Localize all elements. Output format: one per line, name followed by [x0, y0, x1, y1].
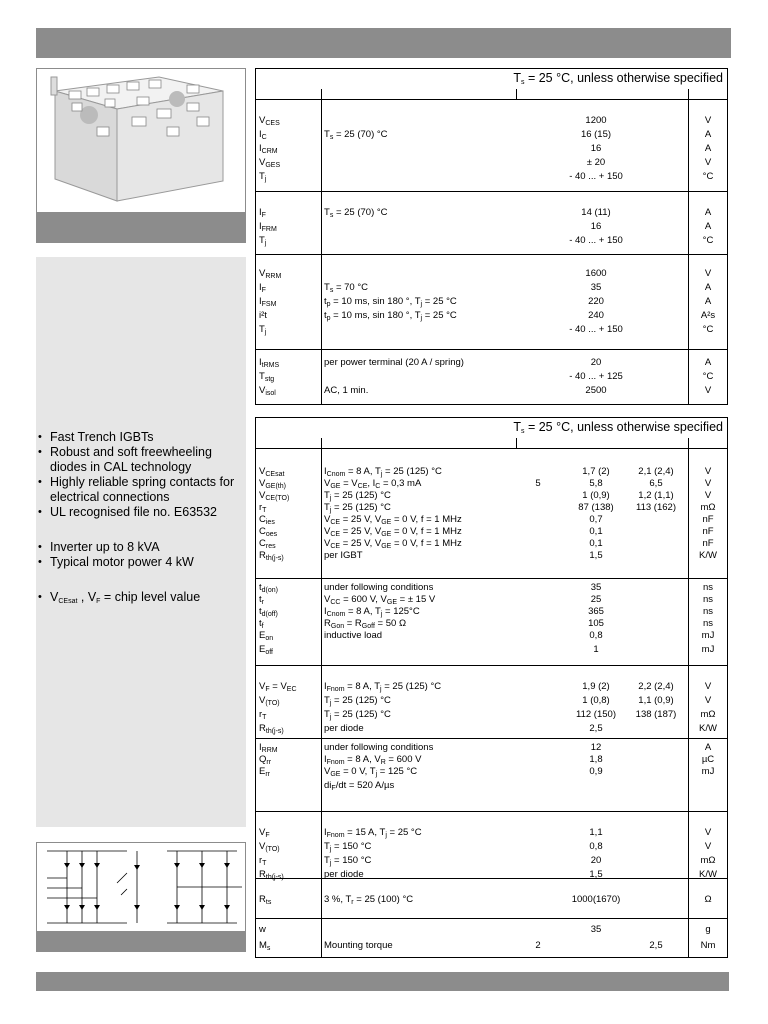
schematic-caption-bar [37, 931, 245, 951]
symbol-cell: $T_j$ [259, 235, 267, 247]
condition-cell: inductive load [324, 630, 383, 641]
unit-cell: V [704, 466, 712, 477]
symbol-cell: $V_F = V_{EC}$ [259, 681, 297, 693]
typ-cell: 0,8 [589, 630, 603, 641]
feature-item: • UL recognised file no. E63532 [50, 505, 250, 520]
symbol-cell: $V_{GE(th)}$ [259, 478, 286, 490]
condition-cell: per IGBT [324, 550, 363, 561]
typ-cell: 1,5 [589, 869, 603, 880]
condition-cell: $T_j = 150$ °C [324, 855, 372, 867]
symbol-cell: $V_{CE(TO)}$ [259, 490, 290, 502]
remark-item: • $V_{CEsat}$ , $V_F$ = chip level value [50, 590, 250, 605]
value-cell: 1200 [585, 115, 607, 126]
symbol-cell: $V_{(TO)}$ [259, 841, 280, 853]
typ-cell: 1,9 (2) [582, 681, 610, 692]
condition-cell: $I_{Fnom} = 8$ A, $V_R = 600$ V [324, 754, 422, 766]
table-row [256, 708, 727, 721]
typ-cell: 87 (138) [578, 502, 614, 513]
table-row [256, 206, 727, 219]
condition-cell: $T_j = 25$ (125) °C [324, 709, 391, 721]
row-group [256, 99, 727, 192]
unit-cell: V [704, 115, 712, 126]
table-row [256, 295, 727, 308]
symbol-cell: $r_T$ [259, 855, 267, 867]
row-group [256, 811, 727, 879]
typ-cell: 0,1 [589, 526, 603, 537]
unit-cell: A [704, 129, 712, 140]
unit-cell: nF [702, 538, 714, 549]
table-row [256, 156, 727, 169]
table-row [256, 722, 727, 735]
characteristics-table [255, 417, 728, 958]
condition-cell: $V_{CE} = 25$ V, $V_{GE} = 0$ V, f = 1 MHz [324, 526, 462, 538]
photo-caption-bar [37, 212, 245, 242]
value-cell: 35 [590, 282, 602, 293]
max-cell: 113 (162) [636, 502, 676, 513]
condition-cell: $V_{CE} = 25$ V, $V_{GE} = 0$ V, f = 1 MHz [324, 538, 462, 550]
unit-cell: mΩ [700, 502, 716, 513]
condition-cell: $V_{GE} = V_{CE}$, $I_C = 0,3$ mA [324, 478, 422, 490]
unit-cell: mΩ [700, 709, 716, 720]
unit-cell: °C [702, 371, 714, 382]
table-row [256, 840, 727, 853]
table-row [256, 370, 727, 383]
condition-cell: AC, 1 min. [324, 385, 369, 396]
typ-cell: 1 (0,8) [582, 695, 610, 706]
table-row [256, 234, 727, 247]
table-row [256, 680, 727, 693]
symbol-cell: $E_{on}$ [259, 630, 274, 642]
table-row [256, 923, 727, 936]
symbol-cell: $C_{oes}$ [259, 526, 278, 538]
symbol-cell: $C_{res}$ [259, 538, 276, 550]
applications-list [50, 540, 250, 570]
typ-cell: 20 [590, 855, 602, 866]
unit-cell: mJ [701, 644, 715, 655]
value-cell: 240 [588, 310, 604, 321]
symbol-cell: $R_{th(j-s)}$ [259, 550, 284, 562]
max-cell: 2,2 (2,4) [638, 681, 674, 692]
symbol-cell: $V_{RRM}$ [259, 268, 282, 280]
condition-cell: $I_{Cnom} = 8$ A, $T_j = 25$ (125) °C [324, 466, 442, 478]
typ-cell: 5,8 [589, 478, 603, 489]
typ-cell: 0,7 [589, 514, 603, 525]
typ-cell: 105 [588, 618, 604, 629]
symbol-cell: $V_{CEsat}$ [259, 466, 285, 478]
condition-cell: $T_s = 25$ (70) °C [324, 129, 388, 141]
symbol-cell: $I_{CRM}$ [259, 143, 278, 155]
value-cell: 16 [590, 221, 602, 232]
symbol-cell: $R_{th(j-s)}$ [259, 723, 284, 735]
symbol-cell: $V_{CES}$ [259, 115, 280, 127]
value-cell: - 40 ... + 125 [569, 371, 623, 382]
max-cell: 138 (187) [635, 709, 677, 720]
condition-cell: $t_p = 10$ ms, sin 180 °, $T_j = 25$ °C [324, 310, 457, 322]
unit-cell: °C [702, 171, 714, 182]
row-group [256, 254, 727, 350]
unit-cell: K/W [699, 723, 717, 734]
value-cell: 14 (11) [581, 207, 611, 218]
unit-cell: A [704, 207, 712, 218]
value-cell: 1600 [585, 268, 607, 279]
symbol-cell: $T_j$ [259, 171, 267, 183]
application-item: • Inverter up to 8 kVA [50, 540, 250, 555]
unit-cell: A [704, 143, 712, 154]
symbol-cell: $V_{GES}$ [259, 157, 281, 169]
remarks-list [50, 590, 250, 605]
table-row [256, 854, 727, 867]
table-row [256, 939, 727, 952]
unit-cell: ns [702, 606, 714, 617]
symbol-cell: w [259, 924, 266, 935]
unit-cell: ns [702, 618, 714, 629]
condition-cell: $T_j = 25$ (125) °C [324, 502, 391, 514]
min-cell: 5 [535, 478, 541, 489]
symbol-cell: $t_f$ [259, 618, 264, 630]
symbol-cell: $I_{FSM}$ [259, 296, 277, 308]
table-row [256, 114, 727, 127]
table-row [256, 694, 727, 707]
feature-item: • Fast Trench IGBTs [50, 430, 250, 445]
unit-cell: mJ [701, 766, 715, 777]
application-item: • Typical motor power 4 kW [50, 555, 250, 570]
row-group [256, 878, 727, 919]
condition-cell: $t_p = 10$ ms, sin 180 °, $T_j = 25$ °C [324, 296, 457, 308]
symbol-cell: $r_T$ [259, 709, 267, 721]
table-row [256, 643, 727, 656]
condition-cell: per power terminal (20 A / spring) [324, 357, 464, 368]
row-group [256, 738, 727, 812]
max-cell: 1,2 (1,1) [638, 490, 674, 501]
unit-cell: Ω [704, 894, 712, 905]
symbol-cell: $E_{rr}$ [259, 766, 271, 778]
symbol-cell: $I_{tRMS}$ [259, 357, 280, 369]
symbol-cell: $R_{ts}$ [259, 894, 272, 906]
typ-cell: 25 [590, 594, 602, 605]
condition-cell: $V_{CC} = 600$ V, $V_{GE}$ = ± 15 V [324, 594, 436, 606]
min-cell: 2 [535, 940, 541, 951]
module-photo-panel [36, 68, 246, 243]
condition-cell: $T_j = 150$ °C [324, 841, 372, 853]
condition-cell: $R_{Gon} = R_{Goff} = 50$ Ω [324, 618, 407, 630]
typ-cell: 0,1 [589, 538, 603, 549]
table-row [256, 267, 727, 280]
table-header [256, 418, 727, 448]
table-row [256, 826, 727, 839]
condition-cell: $T_j = 25$ (125) °C [324, 490, 391, 502]
typ-cell: 1 (0,9) [582, 490, 610, 501]
table-header [256, 69, 727, 99]
typ-cell: 35 [590, 924, 602, 935]
symbol-cell: $I_F$ [259, 207, 266, 219]
symbol-cell: i²t [259, 310, 267, 321]
unit-cell: µC [701, 754, 715, 765]
condition-cell: per diode [324, 723, 364, 734]
symbol-cell: $I_F$ [259, 282, 266, 294]
table-row [256, 549, 727, 562]
typ-cell: 1,5 [589, 550, 603, 561]
table-row [256, 281, 727, 294]
table-row [256, 220, 727, 233]
typ-cell: 2,5 [589, 723, 603, 734]
unit-cell: ns [702, 594, 714, 605]
row-group [256, 349, 727, 405]
value-cell: ± 20 [586, 157, 606, 168]
row-group [256, 578, 727, 666]
value-cell: 2500 [585, 385, 607, 396]
circuit-schematic [37, 843, 245, 931]
typ-cell: 0,9 [589, 766, 603, 777]
value-cell: 16 [590, 143, 602, 154]
row-group [256, 918, 727, 958]
unit-cell: nF [702, 526, 714, 537]
symbol-cell: $t_r$ [259, 594, 264, 606]
table-row [256, 323, 727, 336]
condition-cell: $I_{Fnom} = 15$ A, $T_j = 25$ °C [324, 827, 422, 839]
row-group [256, 665, 727, 739]
symbol-cell: $t_{d(off)}$ [259, 606, 278, 618]
symbol-cell: $V_F$ [259, 827, 270, 839]
circuit-schematic-panel [36, 842, 246, 952]
typ-cell: 35 [590, 582, 602, 593]
unit-cell: V [704, 268, 712, 279]
typ-cell: 0,8 [589, 841, 603, 852]
condition-cell: $V_{CE} = 25$ V, $V_{GE} = 0$ V, f = 1 MHz [324, 514, 462, 526]
condition-cell: $I_{Cnom} = 8$ A, $T_j = 125^\circ C$ [324, 606, 420, 618]
unit-cell: V [704, 385, 712, 396]
symbol-cell: $I_{RRM}$ [259, 742, 278, 754]
row-group [256, 448, 727, 579]
symbol-cell: $r_T$ [259, 502, 267, 514]
unit-cell: °C [702, 235, 714, 246]
unit-cell: V [704, 478, 712, 489]
unit-cell: A²s [700, 310, 716, 321]
module-photo [37, 69, 245, 212]
condition-cell: $V_{GE} = 0$ V, $T_j = 125$ °C [324, 766, 418, 778]
table-row [256, 356, 727, 369]
features-list [50, 430, 250, 520]
condition-cell: 3 %, $T_r = 25$ (100) °C [324, 894, 414, 906]
condition-cell: under following conditions [324, 742, 434, 753]
table-row [256, 765, 727, 778]
condition-cell: $T_s = 25$ (70) °C [324, 207, 388, 219]
condition-cell: Mounting torque [324, 940, 393, 951]
condition-cell: $I_{Fnom} = 8$ A, $T_j = 25$ (125) °C [324, 681, 442, 693]
unit-cell: V [704, 695, 712, 706]
unit-cell: °C [702, 324, 714, 335]
typ-cell: 1,8 [589, 754, 603, 765]
unit-cell: V [704, 157, 712, 168]
condition-cell: $T_j = 25$ (125) °C [324, 695, 391, 707]
unit-cell: g [705, 924, 711, 935]
table-row [256, 170, 727, 183]
symbol-cell: $Q_{rr}$ [259, 754, 272, 766]
table-row [256, 128, 727, 141]
table-row [256, 629, 727, 642]
unit-cell: nF [702, 514, 714, 525]
value-cell: 20 [590, 357, 602, 368]
table-row [256, 384, 727, 397]
symbol-cell: $C_{ies}$ [259, 514, 275, 526]
typ-cell: 1 [593, 644, 599, 655]
feature-item: • Robust and soft freewheeling diodes in CAL technology [50, 445, 250, 475]
conditions-note: $T_s = 25$ °C, unless otherwise specified [513, 71, 723, 86]
value-cell: 16 (15) [580, 129, 612, 140]
unit-cell: V [704, 841, 712, 852]
conditions-note: $T_s = 25$ °C, unless otherwise specified [513, 420, 723, 435]
absolute-maximum-ratings-table [255, 68, 728, 405]
table-row [256, 893, 727, 906]
typ-cell: 1,7 (2) [582, 466, 610, 477]
symbol-cell: $T_j$ [259, 324, 267, 336]
symbol-cell: $V_{(TO)}$ [259, 695, 280, 707]
feature-item: • Highly reliable spring contacts for electrical connections [50, 475, 250, 505]
row-group [256, 191, 727, 255]
value-cell: - 40 ... + 150 [569, 235, 623, 246]
symbol-cell: $I_C$ [259, 129, 267, 141]
table-row [256, 779, 727, 792]
typ-cell: 365 [588, 606, 604, 617]
symbol-cell: $M_s$ [259, 940, 271, 952]
unit-cell: K/W [699, 869, 717, 880]
typ-cell: 1000(1670) [571, 894, 621, 905]
value-cell: - 40 ... + 150 [569, 171, 623, 182]
unit-cell: V [704, 827, 712, 838]
condition-cell: under following conditions [324, 582, 434, 593]
max-cell: 1,1 (0,9) [638, 695, 674, 706]
value-cell: 220 [588, 296, 604, 307]
table-row [256, 142, 727, 155]
unit-cell: V [704, 490, 712, 501]
unit-cell: A [704, 282, 712, 293]
features-text [50, 430, 250, 605]
symbol-cell: $R_{th(j-s)}$ [259, 869, 284, 881]
unit-cell: Nm [700, 940, 716, 951]
unit-cell: A [704, 221, 712, 232]
unit-cell: A [704, 357, 712, 368]
unit-cell: mJ [701, 630, 715, 641]
symbol-cell: $V_{isol}$ [259, 385, 276, 397]
unit-cell: ns [702, 582, 714, 593]
condition-cell: $di_F/dt = 520$ A/µs [324, 780, 395, 792]
max-cell: 2,1 (2,4) [638, 466, 674, 477]
max-cell: 2,5 [649, 940, 663, 951]
table-row [256, 309, 727, 322]
unit-cell: mΩ [700, 855, 716, 866]
max-cell: 6,5 [649, 478, 663, 489]
top-header-bar [36, 28, 731, 58]
bottom-footer-bar [36, 972, 729, 991]
symbol-cell: $E_{off}$ [259, 644, 273, 656]
value-cell: - 40 ... + 150 [569, 324, 623, 335]
symbol-cell: $T_{stg}$ [259, 371, 275, 383]
unit-cell: K/W [699, 550, 717, 561]
unit-cell: A [704, 296, 712, 307]
typ-cell: 12 [590, 742, 602, 753]
unit-cell: A [704, 742, 712, 753]
symbol-cell: $t_{d(on)}$ [259, 582, 278, 594]
symbol-cell: $I_{FRM}$ [259, 221, 277, 233]
unit-cell: V [704, 681, 712, 692]
condition-cell: $T_s = 70$ °C [324, 282, 369, 294]
typ-cell: 112 (150) [576, 709, 616, 720]
condition-cell: per diode [324, 869, 364, 880]
typ-cell: 1,1 [589, 827, 603, 838]
